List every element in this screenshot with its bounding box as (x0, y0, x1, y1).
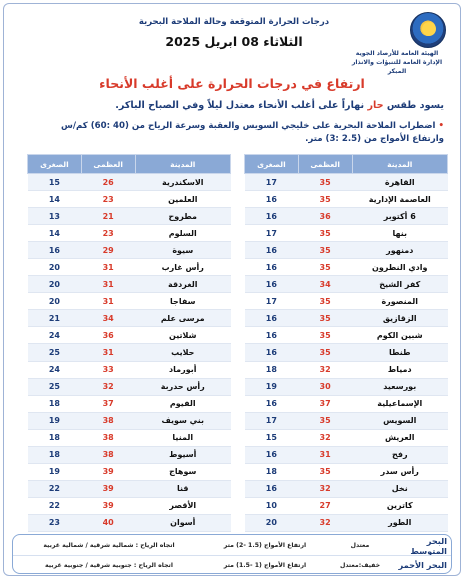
headline: ارتفاع في درجات الحرارة على أغلب الأنحاء (99, 76, 365, 91)
max-temp-cell: 29 (81, 242, 135, 259)
table-row (28, 293, 231, 310)
max-temp-cell: 38 (81, 446, 135, 463)
min-temp-cell: 18 (28, 395, 82, 412)
city-cell: شلاتين (135, 327, 230, 344)
min-temp-cell: 16 (245, 208, 299, 225)
city-cell: حلايب (135, 344, 230, 361)
desc-part-3: ليلاً وفي الصباح الباكر. (115, 100, 223, 111)
max-temp-cell: 35 (298, 242, 352, 259)
left-temperature-table (27, 154, 231, 566)
table-row (245, 446, 448, 463)
min-temp-cell: 24 (28, 327, 82, 344)
min-temp-cell: 13 (28, 208, 82, 225)
city-cell: بني سويف (135, 412, 230, 429)
min-temp-cell: 17 (245, 225, 299, 242)
col-min: الصغرى (245, 155, 299, 174)
table-row (28, 412, 231, 429)
table-row (245, 378, 448, 395)
min-temp-cell: 22 (28, 497, 82, 514)
min-temp-cell: 18 (245, 463, 299, 480)
table-row (28, 344, 231, 361)
table-row (245, 208, 448, 225)
city-cell: أبورماد (135, 361, 230, 378)
max-temp-cell: 23 (81, 191, 135, 208)
min-temp-cell: 24 (28, 361, 82, 378)
table-row (28, 429, 231, 446)
max-temp-cell: 31 (81, 344, 135, 361)
city-cell: وادي النطرون (352, 259, 448, 276)
bullet-icon: • (438, 121, 444, 131)
table-row (28, 497, 231, 514)
min-temp-cell: 16 (245, 327, 299, 344)
city-cell: رفح (352, 446, 448, 463)
max-temp-cell: 35 (298, 463, 352, 480)
city-cell: سوهاج (135, 463, 230, 480)
org-line-2: الإدارة العامة للتنبؤات والانذار المبكر (351, 59, 443, 75)
min-temp-cell: 16 (245, 480, 299, 497)
table-row (245, 480, 448, 497)
city-cell: بورسعيد (352, 378, 448, 395)
city-cell: العاصمة الإدارية (352, 191, 448, 208)
min-temp-cell: 18 (28, 429, 82, 446)
min-temp-cell: 18 (28, 446, 82, 463)
table-row (245, 429, 448, 446)
col-max: العظمى (298, 155, 352, 174)
max-temp-cell: 23 (81, 225, 135, 242)
sea-row-mediterranean (13, 536, 451, 555)
warning-line-2: وارتفاع الأمواج من (2.5 :3) متر. (305, 134, 444, 144)
table-row (28, 395, 231, 412)
sea-row-red-sea (13, 555, 451, 574)
max-temp-cell: 35 (298, 191, 352, 208)
max-temp-cell: 32 (81, 378, 135, 395)
max-temp-cell: 39 (81, 480, 135, 497)
max-temp-cell: 31 (81, 259, 135, 276)
city-cell: العريش (352, 429, 448, 446)
table-row (28, 310, 231, 327)
max-temp-cell: 35 (298, 293, 352, 310)
table-row (245, 395, 448, 412)
table-row (245, 242, 448, 259)
min-temp-cell: 19 (28, 412, 82, 429)
max-temp-cell: 35 (298, 344, 352, 361)
city-cell: الغردقة (135, 276, 230, 293)
meteorological-authority-logo-icon (410, 12, 446, 48)
min-temp-cell: 20 (28, 259, 82, 276)
max-temp-cell: 26 (81, 174, 135, 191)
table-row (245, 293, 448, 310)
table-row (28, 208, 231, 225)
desc-part-1: يسود طقس (386, 100, 444, 111)
max-temp-cell: 31 (81, 276, 135, 293)
col-city: المدينة (135, 155, 230, 174)
sea-name: البحر الأحمر (398, 560, 447, 570)
max-temp-cell: 39 (81, 463, 135, 480)
table-row (28, 242, 231, 259)
table-row (245, 225, 448, 242)
table-row (28, 191, 231, 208)
sea-state: معتدل (350, 542, 370, 549)
org-line-1: الهيئة العامة للأرصاد الجوية (355, 50, 439, 57)
city-cell: طنطا (352, 344, 448, 361)
warning-line-1: اضطراب الملاحة البحرية على خليجي السويس والعقبة وسرعة الرياح من (40 :60) كم/س (60, 121, 436, 131)
max-temp-cell: 38 (81, 412, 135, 429)
table-row (28, 480, 231, 497)
max-temp-cell: 35 (298, 327, 352, 344)
table-row (28, 446, 231, 463)
city-cell: مرسى علم (135, 310, 230, 327)
min-temp-cell: 16 (28, 242, 82, 259)
right-temperature-table (244, 154, 448, 566)
min-temp-cell: 25 (28, 378, 82, 395)
max-temp-cell: 32 (298, 429, 352, 446)
city-cell: مطروح (135, 208, 230, 225)
table-row (28, 327, 231, 344)
wind-direction: اتجاه الرياح : جنوبية شرقية / جنوبية غربية (45, 561, 173, 569)
table-row (245, 497, 448, 514)
city-cell: الأقصر (135, 497, 230, 514)
table-row (245, 327, 448, 344)
city-cell: القاهرة (352, 174, 448, 191)
city-cell: رأس سدر (352, 463, 448, 480)
wind-direction: اتجاه الرياح : شمالية شرقية / شمالية غربية (43, 542, 175, 549)
city-cell: 6 أكتوبر (352, 208, 448, 225)
table-header-row (28, 155, 231, 174)
table-row (28, 174, 231, 191)
max-temp-cell: 21 (81, 208, 135, 225)
min-temp-cell: 16 (245, 259, 299, 276)
table-row (28, 361, 231, 378)
city-cell: شبين الكوم (352, 327, 448, 344)
table-row (245, 463, 448, 480)
min-temp-cell: 20 (245, 514, 299, 531)
table-row (28, 276, 231, 293)
organization-name (342, 49, 452, 76)
forecast-sheet (3, 3, 461, 576)
min-temp-cell: 16 (245, 242, 299, 259)
city-cell: رأس حدربة (135, 378, 230, 395)
col-city: المدينة (352, 155, 448, 174)
max-temp-cell: 33 (81, 361, 135, 378)
table-row (28, 514, 231, 531)
city-cell: قنا (135, 480, 230, 497)
min-temp-cell: 16 (245, 395, 299, 412)
max-temp-cell: 32 (298, 480, 352, 497)
min-temp-cell: 25 (28, 344, 82, 361)
city-cell: رأس غارب (135, 259, 230, 276)
table-row (245, 174, 448, 191)
min-temp-cell: 14 (28, 225, 82, 242)
sea-conditions-box (12, 534, 452, 574)
city-cell: الزقازيق (352, 310, 448, 327)
desc-part-2: نهاراً على أغلب الأنحاء (258, 100, 365, 111)
table-row (245, 412, 448, 429)
max-temp-cell: 37 (81, 395, 135, 412)
table-row (245, 191, 448, 208)
page-title: درجات الحرارة المتوقعة وحالة الملاحة البحرية (138, 17, 330, 27)
city-cell: السلوم (135, 225, 230, 242)
city-cell: المنصورة (352, 293, 448, 310)
min-temp-cell: 17 (245, 412, 299, 429)
table-header-row (245, 155, 448, 174)
table-row (245, 514, 448, 531)
weather-description (16, 100, 444, 111)
max-temp-cell: 34 (81, 310, 135, 327)
city-cell: المنيا (135, 429, 230, 446)
city-cell: دمنهور (352, 242, 448, 259)
max-temp-cell: 36 (81, 327, 135, 344)
max-temp-cell: 35 (298, 412, 352, 429)
city-cell: الطور (352, 514, 448, 531)
min-temp-cell: 16 (245, 276, 299, 293)
city-cell: سيوة (135, 242, 230, 259)
min-temp-cell: 15 (28, 174, 82, 191)
min-temp-cell: 22 (28, 480, 82, 497)
col-max: العظمى (81, 155, 135, 174)
table-row (28, 225, 231, 242)
max-temp-cell: 34 (298, 276, 352, 293)
col-min: الصغرى (28, 155, 82, 174)
city-cell: الإسماعيلية (352, 395, 448, 412)
min-temp-cell: 15 (245, 429, 299, 446)
table-row (28, 463, 231, 480)
min-temp-cell: 17 (245, 293, 299, 310)
max-temp-cell: 39 (81, 497, 135, 514)
city-cell: كاترين (352, 497, 448, 514)
city-cell: نخل (352, 480, 448, 497)
city-cell: بنها (352, 225, 448, 242)
min-temp-cell: 16 (245, 310, 299, 327)
min-temp-cell: 20 (28, 293, 82, 310)
min-temp-cell: 23 (28, 514, 82, 531)
table-row (28, 378, 231, 395)
city-cell: الاسكندرية (135, 174, 230, 191)
max-temp-cell: 31 (298, 446, 352, 463)
min-temp-cell: 20 (28, 276, 82, 293)
min-temp-cell: 16 (245, 344, 299, 361)
city-cell: سفاجا (135, 293, 230, 310)
min-temp-cell: 16 (245, 191, 299, 208)
city-cell: أسيوط (135, 446, 230, 463)
min-temp-cell: 19 (28, 463, 82, 480)
max-temp-cell: 35 (298, 310, 352, 327)
city-cell: الفيوم (135, 395, 230, 412)
max-temp-cell: 31 (81, 293, 135, 310)
city-cell: العلمين (135, 191, 230, 208)
min-temp-cell: 19 (245, 378, 299, 395)
max-temp-cell: 36 (298, 208, 352, 225)
city-cell: السويس (352, 412, 448, 429)
city-cell: كفر الشيخ (352, 276, 448, 293)
sea-name: البحر المتوسط (410, 535, 447, 556)
marine-warning (16, 120, 444, 146)
max-temp-cell: 35 (298, 174, 352, 191)
desc-mild: معتدل (225, 100, 255, 111)
table-row (28, 259, 231, 276)
min-temp-cell: 16 (245, 446, 299, 463)
min-temp-cell: 18 (245, 361, 299, 378)
max-temp-cell: 32 (298, 361, 352, 378)
table-row (245, 344, 448, 361)
min-temp-cell: 10 (245, 497, 299, 514)
table-row (245, 276, 448, 293)
max-temp-cell: 35 (298, 225, 352, 242)
max-temp-cell: 38 (81, 429, 135, 446)
table-row (245, 259, 448, 276)
max-temp-cell: 35 (298, 259, 352, 276)
max-temp-cell: 30 (298, 378, 352, 395)
max-temp-cell: 37 (298, 395, 352, 412)
max-temp-cell: 27 (298, 497, 352, 514)
wave-height: ارتفاع الأمواج (1 -1.5) متر (223, 561, 307, 569)
max-temp-cell: 32 (298, 514, 352, 531)
city-cell: أسوان (135, 514, 230, 531)
forecast-date: الثلاثاء 08 ابريل 2025 (165, 34, 303, 49)
wave-height: ارتفاع الأمواج (1.5 -2) متر (223, 542, 307, 549)
table-row (245, 361, 448, 378)
desc-hot: حار (367, 100, 384, 111)
city-cell: دمياط (352, 361, 448, 378)
min-temp-cell: 21 (28, 310, 82, 327)
table-row (245, 310, 448, 327)
min-temp-cell: 17 (245, 174, 299, 191)
min-temp-cell: 14 (28, 191, 82, 208)
max-temp-cell: 40 (81, 514, 135, 531)
sea-state: خفيف:معتدل (339, 561, 381, 569)
